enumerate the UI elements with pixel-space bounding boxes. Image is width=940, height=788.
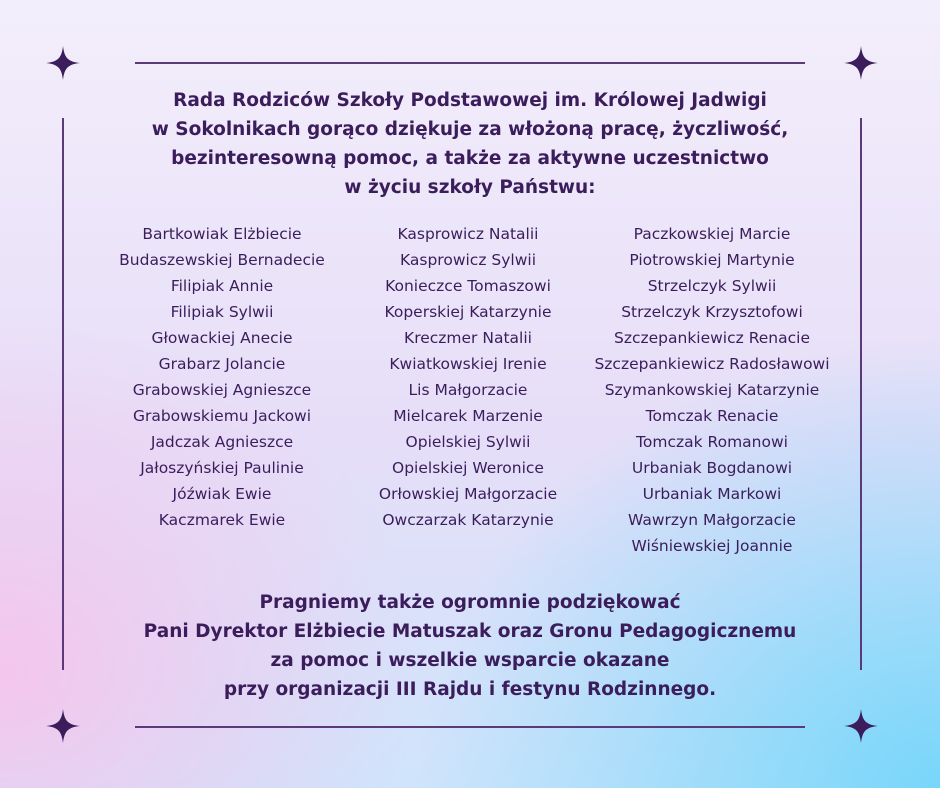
name-item: Filipiak Sylwii: [170, 303, 274, 321]
four-point-star-icon: [46, 46, 80, 80]
name-item: Tomczak Renacie: [645, 407, 779, 425]
name-item: Wawrzyn Małgorzacie: [628, 511, 796, 529]
name-item: Koperskiej Katarzynie: [384, 303, 552, 321]
intro-line: w życiu szkoły Państwu:: [344, 177, 596, 198]
outro-line: przy organizacji III Rajdu i festynu Rodzinnego.: [223, 679, 717, 700]
bottom-divider: [135, 726, 805, 728]
intro-heading: [110, 86, 830, 202]
intro-line: w Sokolnikach gorąco dziękuje za włożoną pracę, życzliwość,: [151, 119, 789, 140]
intro-line: Rada Rodziców Szkoły Podstawowej im. Królowej Jadwigi: [173, 90, 767, 111]
name-item: Orłowskiej Małgorzacie: [378, 485, 558, 503]
name-item: Wiśniewskiej Joannie: [631, 537, 793, 555]
name-item: Kasprowicz Natalii: [397, 225, 539, 243]
top-divider: [135, 62, 805, 64]
name-item: Strzelczyk Krzysztofowi: [621, 303, 803, 321]
outro-line: Pragniemy także ogromnie podziękować: [259, 592, 681, 613]
name-item: Tomczak Romanowi: [636, 433, 788, 451]
name-item: Filipiak Annie: [170, 277, 274, 295]
outro-line: Pani Dyrektor Elżbiecie Matuszak oraz Gronu Pedagogicznemu: [143, 621, 797, 642]
closing-paragraph: [110, 588, 830, 704]
name-item: Strzelczyk Sylwii: [647, 277, 777, 295]
name-item: Piotrowskiej Martynie: [629, 251, 795, 269]
name-item: Urbaniak Bogdanowi: [631, 459, 793, 477]
name-item: Kasprowicz Sylwii: [400, 251, 536, 269]
name-item: Grabowskiemu Jackowi: [132, 407, 312, 425]
name-item: Szymankowskiej Katarzynie: [604, 381, 820, 399]
outro-line: za pomoc i wszelkie wsparcie okazane: [270, 650, 670, 671]
four-point-star-icon: [46, 709, 80, 743]
name-item: Opielskiej Sylwii: [405, 433, 531, 451]
name-item: Kwiatkowskiej Irenie: [389, 355, 547, 373]
name-item: Konieczce Tomaszowi: [385, 277, 551, 295]
name-item: Owczarzak Katarzynie: [382, 511, 554, 529]
name-item: Bartkowiak Elżbiecie: [142, 225, 302, 243]
name-item: Głowackiej Anecie: [151, 329, 293, 347]
name-item: Budaszewskiej Bernadecie: [119, 251, 325, 269]
name-item: Jałoszyńskiej Paulinie: [140, 459, 304, 477]
name-item: Lis Małgorzacie: [408, 381, 528, 399]
name-item: Grabarz Jolancie: [158, 355, 286, 373]
left-border: [62, 118, 64, 670]
four-point-star-icon: [844, 709, 878, 743]
name-item: Kreczmer Natalii: [404, 329, 532, 347]
name-item: Jadczak Agnieszce: [150, 433, 294, 451]
name-item: Opielskiej Weronice: [392, 459, 544, 477]
names-column-2: [343, 221, 593, 533]
name-item: Szczepankiewicz Radosławowi: [594, 355, 830, 373]
name-item: Szczepankiewicz Renacie: [613, 329, 810, 347]
name-item: Urbaniak Markowi: [642, 485, 782, 503]
intro-line: bezinteresowną pomoc, a także za aktywne uczestnictwo: [171, 148, 769, 169]
four-point-star-icon: [844, 46, 878, 80]
name-item: Mielcarek Marzenie: [393, 407, 543, 425]
right-border: [860, 118, 862, 670]
name-item: Jóźwiak Ewie: [172, 485, 272, 503]
name-item: Paczkowskiej Marcie: [633, 225, 791, 243]
name-item: Kaczmarek Ewie: [158, 511, 286, 529]
names-column-1: [97, 221, 347, 533]
name-item: Grabowskiej Agnieszce: [132, 381, 312, 399]
names-column-3: [587, 221, 837, 559]
